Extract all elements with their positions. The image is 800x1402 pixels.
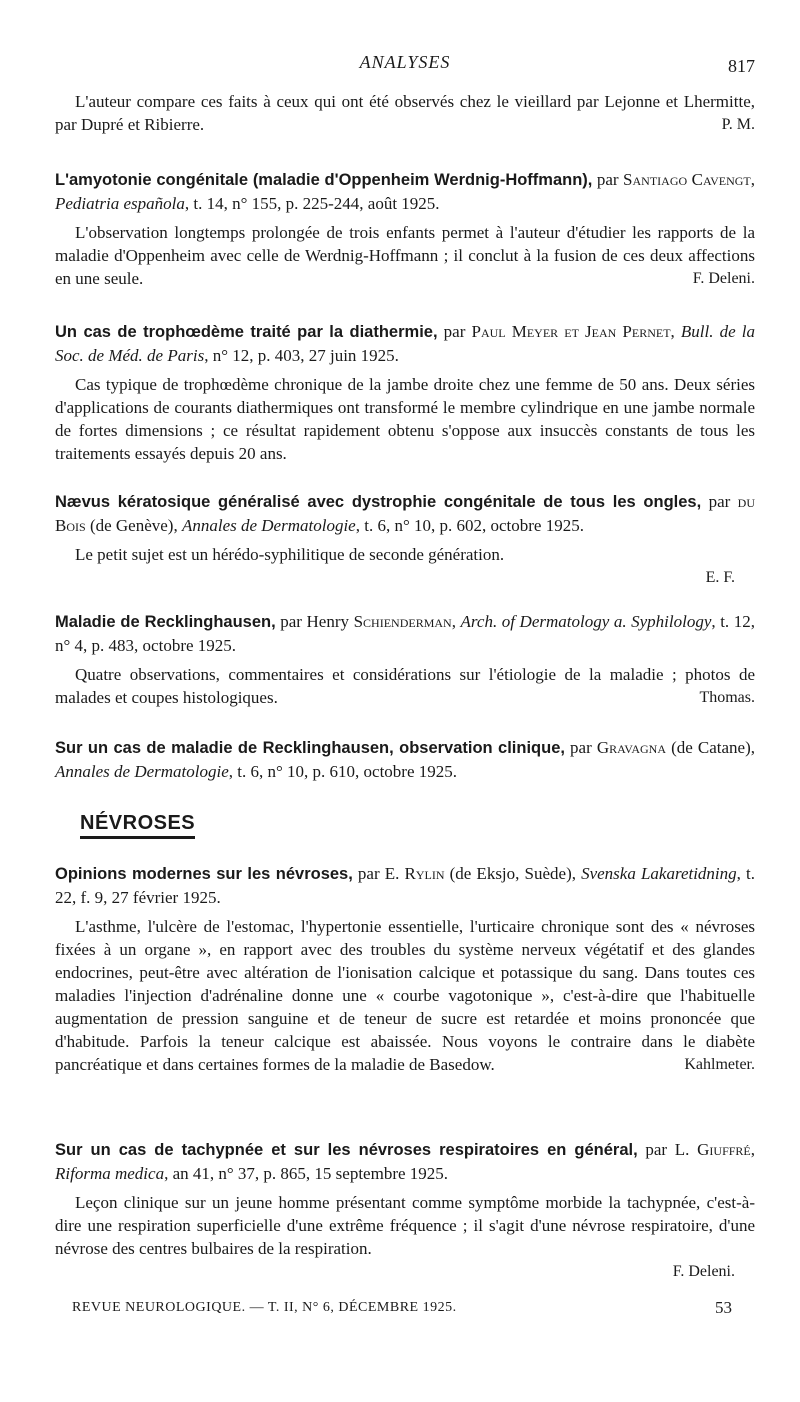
ref-prefix: par L. xyxy=(637,1140,698,1159)
ref-prefix: par xyxy=(564,738,597,757)
article-author: Rylin xyxy=(404,864,445,883)
article-citation: , t. 22, f. 9, 27 février 1925. xyxy=(55,864,756,907)
article-reference xyxy=(55,1138,755,1185)
ref-affiliation: (de Catane), xyxy=(666,738,755,757)
article-title: Sur un cas de maladie de Recklinghausen, observation clinique, xyxy=(55,739,565,757)
intro-paragraph xyxy=(55,90,755,136)
article-signature: Thomas. xyxy=(699,689,755,706)
article-title: Opinions modernes sur les névroses, xyxy=(55,865,353,883)
article-citation: , t. 6, n° 10, p. 602, octobre 1925. xyxy=(355,516,584,535)
page-header xyxy=(55,52,755,78)
article-journal: Pediatria española xyxy=(55,194,185,213)
article-tachypnee xyxy=(55,1138,755,1283)
article-recklinghausen-clinique xyxy=(55,736,755,783)
ref-separator: , xyxy=(750,1140,756,1159)
page-footer xyxy=(72,1298,732,1320)
article-citation: , n° 12, p. 403, 27 juin 1925. xyxy=(204,346,399,365)
article-title: Nævus kératosique généralisé avec dystrophie congénitale de tous les ongles, xyxy=(55,493,702,511)
intro-text: L'auteur compare ces faits à ceux qui ont été observés chez le vieillard par Lejonne et Lhermitte, par Dupré et Ribierre. xyxy=(55,92,755,134)
article-signature: F. Deleni. xyxy=(692,270,755,287)
article-recklinghausen xyxy=(55,610,755,709)
article-signature: E. F. xyxy=(705,569,735,586)
article-journal: Arch. of Dermatology a. Syphilology xyxy=(460,612,712,631)
article-body: Cas typique de trophœdème chronique de la jambe droite chez une femme de 50 ans. Deux séries d'applications de courants diathermiques ont transformé le membre cylindrique en une jambe normale de fortes dimensions ; ce résultat rapidement obtenu s'oppose aux insuccès constants de tous les traitements essayés depuis 20 ans. xyxy=(55,375,755,463)
article-body: Le petit sujet est un hérédo-syphilitique de seconde génération. xyxy=(75,545,505,564)
article-reference xyxy=(55,610,755,657)
article-trophoedeme xyxy=(55,320,755,465)
article-reference xyxy=(55,490,755,537)
running-title: ANALYSES xyxy=(359,52,451,72)
article-citation: , t. 12, n° 4, p. 483, octobre 1925. xyxy=(55,612,755,655)
article-title: Maladie de Recklinghausen, xyxy=(55,613,276,631)
article-author: Giuffré xyxy=(697,1140,751,1159)
article-journal: Bull. de la Soc. de Méd. de Paris xyxy=(55,322,755,365)
article-title: L'amyotonie congénitale (maladie d'Oppenheim Werdnig-Hoffmann), xyxy=(55,171,593,189)
article-journal: Riforma medica xyxy=(55,1164,165,1183)
article-author: Gravagna xyxy=(596,738,667,757)
article-body: Leçon clinique sur un jeune homme présentant comme symptôme morbide la tachypnée, c'est-à-dire une respiration superficielle d'une extrême fréquence ; il s'agit d'une névrose respiratoire, d'une névrose des centres bulbaires de la respiration. xyxy=(55,1193,755,1258)
article-reference: L'amyotonie congénitale (maladie d'Oppenheim Werdnig-Hoffmann), par Santiago Cavengt, Pediatria española, t. 14, n° 155, p. 225-244, août 1925. xyxy=(55,170,755,213)
article-title: Sur un cas de tachypnée et sur les névroses respiratoires en général, xyxy=(55,1141,638,1159)
article-reference xyxy=(55,862,755,909)
article-journal: Annales de Dermatologie xyxy=(181,516,356,535)
ref-prefix: par xyxy=(437,322,472,341)
article-body: Quatre observations, commentaires et considérations sur l'étiologie de la maladie ; photos de malades et coupes histologiques. xyxy=(55,665,755,707)
ref-prefix: par E. xyxy=(352,864,405,883)
article-body: L'asthme, l'ulcère de l'estomac, l'hypertonie essentielle, l'urticaire chronique sont des « névroses fixées à un organe », en rapport avec des troubles du système nerveux végétatif et des glandes endocrines, peut-être avec altération de l'ionisation calcique et potassique du sang. Dans toutes ces maladies l'injection d'adrénaline donne une « courbe vagotonique », c'est-à-dire que l'habituelle augmentation de pression sanguine et de teneur de sucre est retardée et moins prononcée que d'habitude. Parfois la teneur calcique est abaissée. Nous voyons le contraire dans le diabète pancréatique et dans certaines formes de la maladie de Basedow. xyxy=(55,917,755,1074)
section-heading: NÉVROSES xyxy=(80,812,195,839)
intro-signature: P. M. xyxy=(721,116,755,133)
article-citation: , t. 6, n° 10, p. 610, octobre 1925. xyxy=(228,762,457,781)
page-number: 817 xyxy=(728,56,755,76)
article-naevus xyxy=(55,490,755,589)
article-journal: Svenska Lakaretidning xyxy=(581,864,737,883)
article-signature: Kahlmeter. xyxy=(684,1056,755,1073)
ref-prefix: par xyxy=(701,492,738,511)
footer-sheet-number: 53 xyxy=(715,1298,732,1317)
article-signature: F. Deleni. xyxy=(672,1263,735,1280)
footer-journal-info: REVUE NEUROLOGIQUE. — T. II, N° 6, DÉCEMBRE 1925. xyxy=(72,1300,457,1315)
article-body: L'observation longtemps prolongée de trois enfants permet à l'auteur d'étudier les rapports de la maladie d'Oppenheim avec celle de Werdnig-Hoffmann ; il conclut à la fusion de ces deux affections en une seule. xyxy=(55,223,755,288)
article-journal: Annales de Dermatologie xyxy=(55,762,229,781)
ref-prefix: par Henry xyxy=(275,612,354,631)
article-amyotonie xyxy=(55,168,755,290)
article-nevroses-modernes xyxy=(55,862,755,1076)
article-author: Paul Meyer et Jean Pernet xyxy=(471,322,671,341)
article-reference: Un cas de trophœdème traité par la diathermie, par Paul Meyer et Jean Pernet, Bull. de la Soc. de Méd. de Paris, n° 12, p. 403, 27 juin 1925. xyxy=(55,322,755,365)
article-citation: , t. 14, n° 155, p. 225-244, août 1925. xyxy=(184,194,440,213)
article-citation: , an 41, n° 37, p. 865, 15 septembre 1925. xyxy=(164,1164,449,1183)
ref-separator: , xyxy=(451,612,461,631)
article-author: du Bois xyxy=(55,492,755,535)
article-author: Schienderman xyxy=(353,612,452,631)
ref-affiliation: (de Genève), xyxy=(85,516,182,535)
ref-affiliation: (de Eksjo, Suède), xyxy=(444,864,582,883)
article-reference xyxy=(55,736,755,783)
article-author: Santiago Cavengt xyxy=(623,170,751,189)
article-title: Un cas de trophœdème traité par la diathermie, xyxy=(55,323,438,341)
ref-prefix: par xyxy=(592,170,624,189)
